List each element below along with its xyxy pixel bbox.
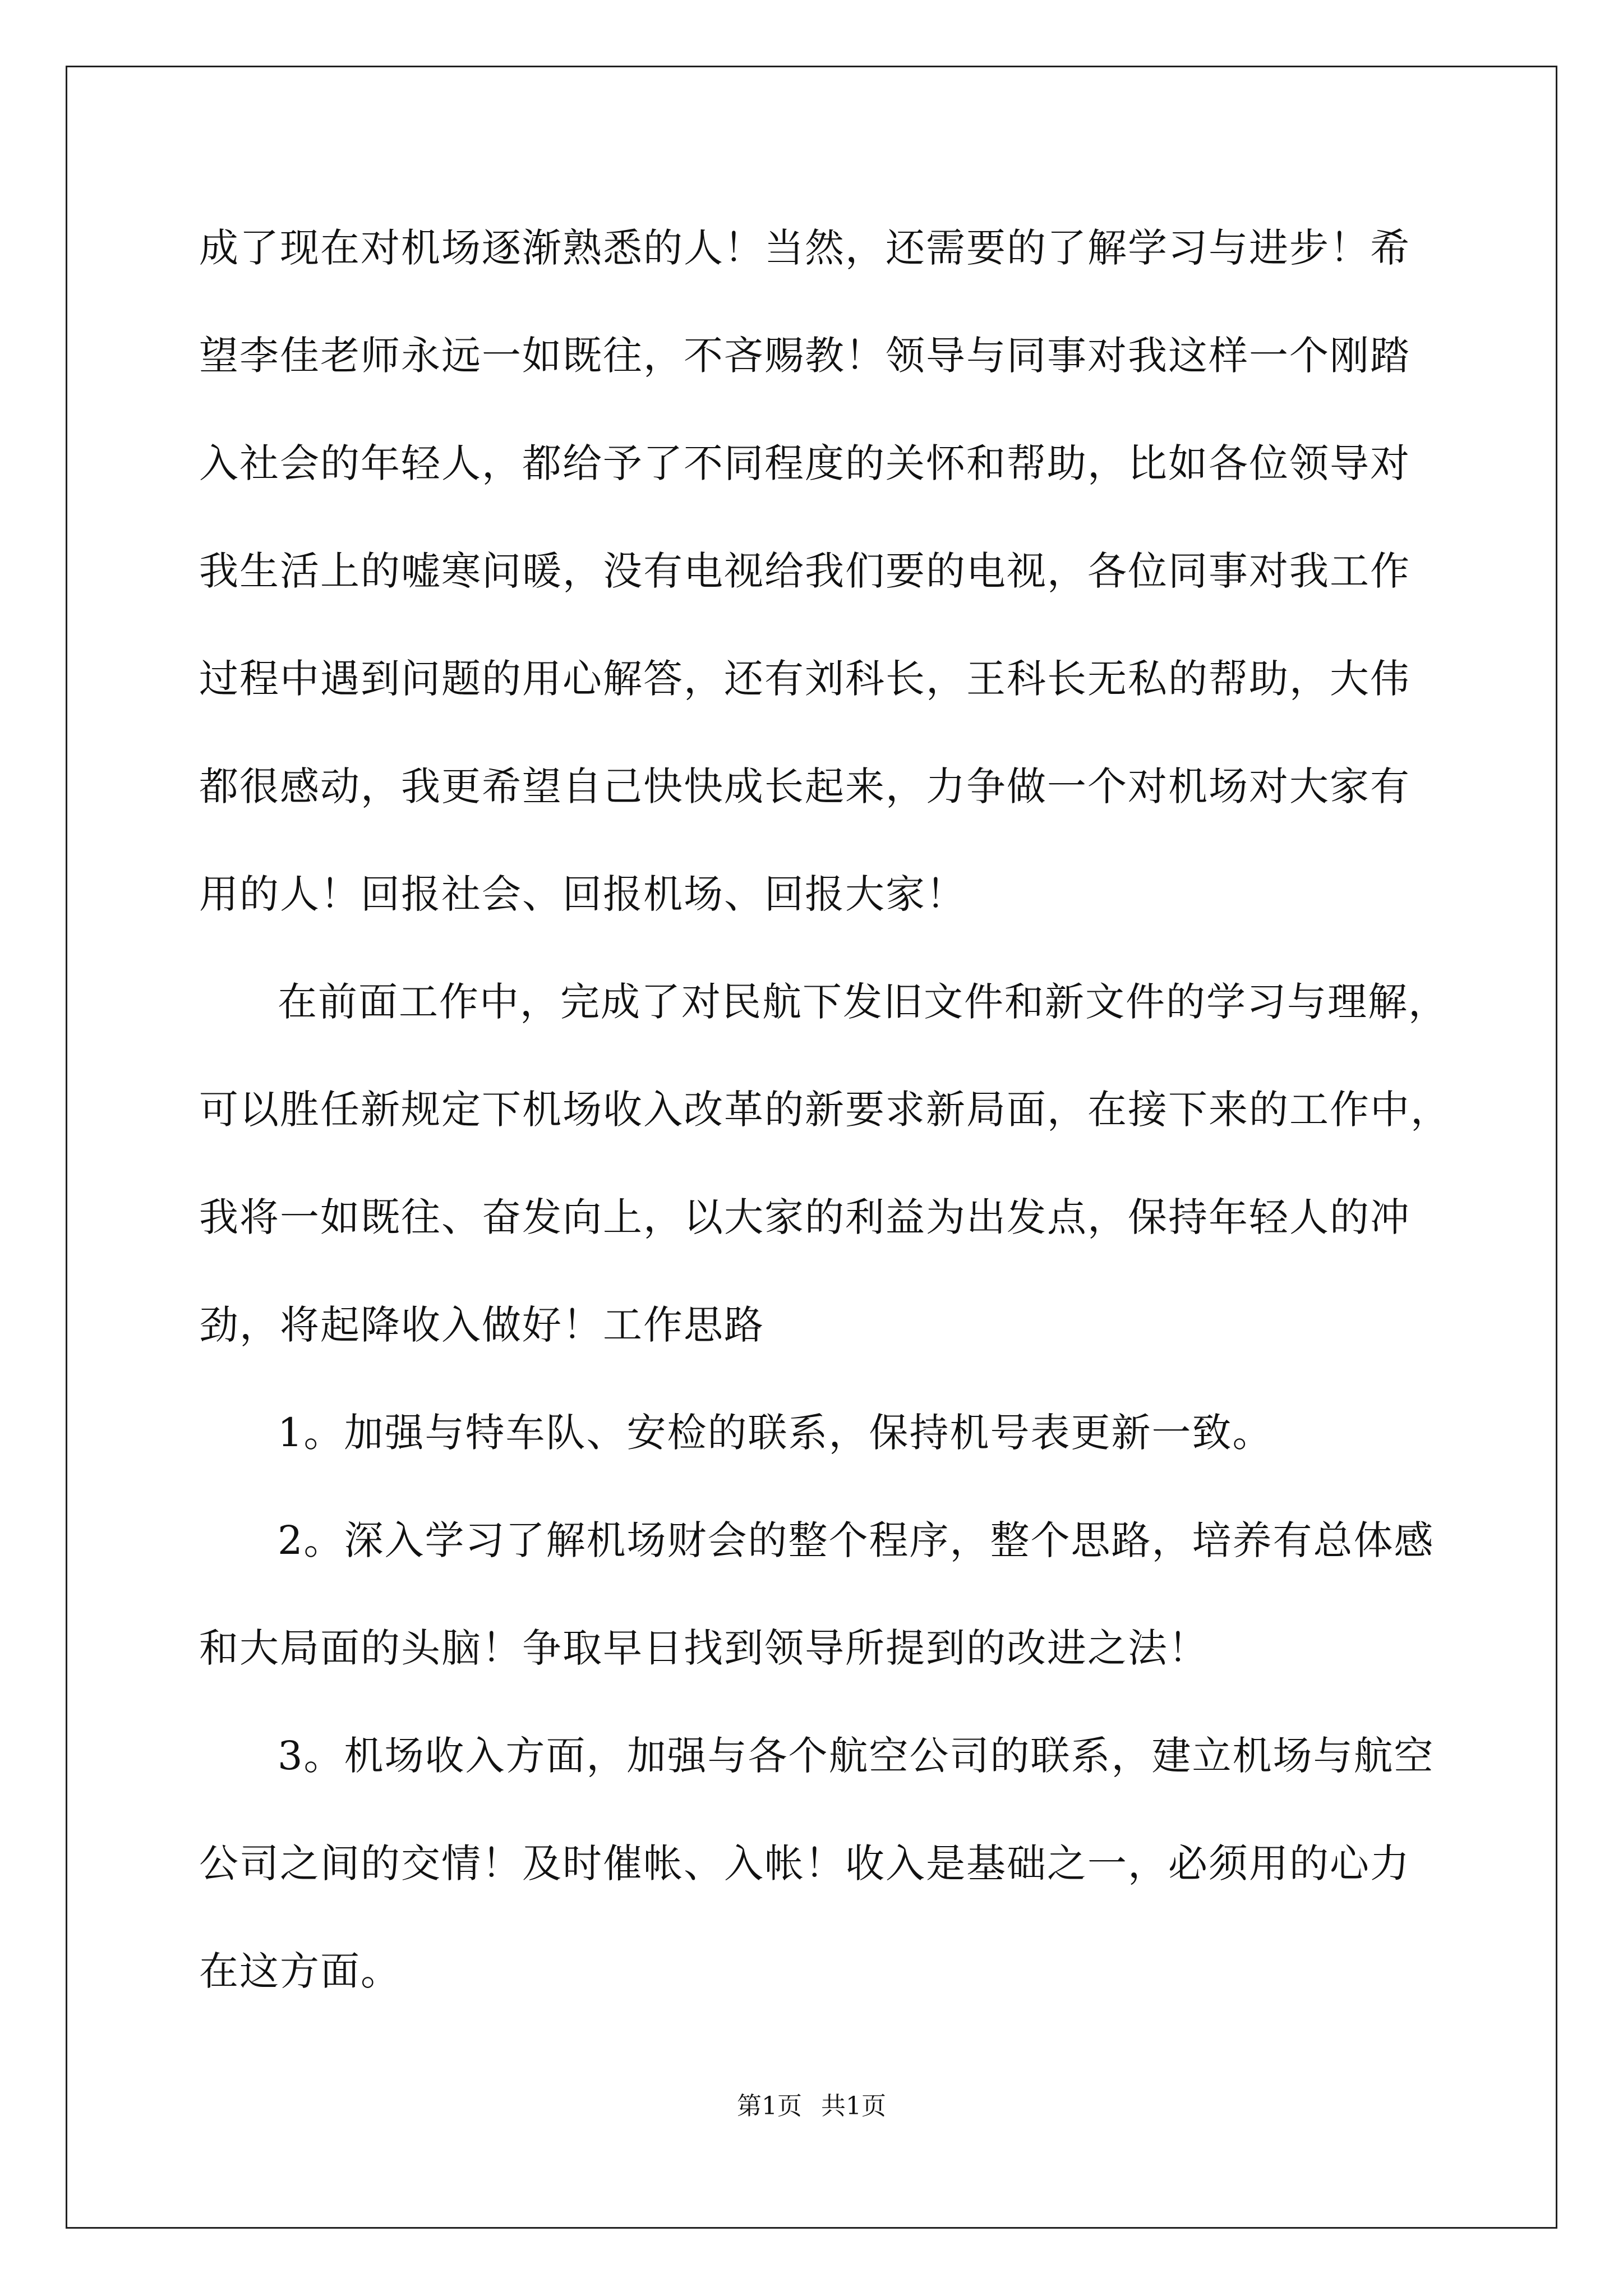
text-line: 成了现在对机场逐渐熟悉的人！当然，还需要的了解学习与进步！希 bbox=[199, 225, 1410, 271]
text-line: 公司之间的交情！及时催帐、入帐！收入是基础之一，必须用的心力 bbox=[199, 1841, 1410, 1887]
text-line: 过程中遇到问题的用心解答，还有刘科长，王科长无私的帮助，大伟 bbox=[199, 656, 1410, 702]
page-number: 第1页 bbox=[737, 2092, 802, 2120]
text-line: 和大局面的头脑！争取早日找到领导所提到的改进之法！ bbox=[199, 1625, 1209, 1671]
text-line: 在这方面。 bbox=[199, 1948, 401, 1994]
text-line: 2。深入学习了解机场财会的整个程序，整个思路，培养有总体感 bbox=[278, 1517, 1435, 1563]
page-total: 共1页 bbox=[821, 2092, 886, 2120]
text-line: 可以胜任新规定下机场收入改革的新要求新局面，在接下来的工作中， bbox=[199, 1087, 1451, 1133]
text-line: 1。加强与特车队、安检的联系，保持机号表更新一致。 bbox=[278, 1410, 1273, 1456]
text-line: 3。机场收入方面，加强与各个航空公司的联系，建立机场与航空 bbox=[278, 1733, 1435, 1779]
text-line: 劲，将起降收入做好！工作思路 bbox=[199, 1302, 764, 1348]
text-line: 在前面工作中，完成了对民航下发旧文件和新文件的学习与理解， bbox=[278, 979, 1449, 1025]
text-line: 望李佳老师永远一如既往，不吝赐教！领导与同事对我这样一个刚踏 bbox=[199, 333, 1410, 379]
text-line: 用的人！回报社会、回报机场、回报大家！ bbox=[199, 871, 966, 917]
text-line: 我生活上的嘘寒问暖，没有电视给我们要的电视，各位同事对我工作 bbox=[199, 548, 1410, 594]
page-border bbox=[66, 66, 1557, 2229]
page-footer bbox=[0, 2090, 1623, 2123]
text-line: 都很感动，我更希望自己快快成长起来，力争做一个对机场对大家有 bbox=[199, 763, 1410, 809]
text-line: 我将一如既往、奋发向上，以大家的利益为出发点，保持年轻人的冲 bbox=[199, 1194, 1410, 1240]
text-line: 入社会的年轻人，都给予了不同程度的关怀和帮助，比如各位领导对 bbox=[199, 440, 1410, 486]
